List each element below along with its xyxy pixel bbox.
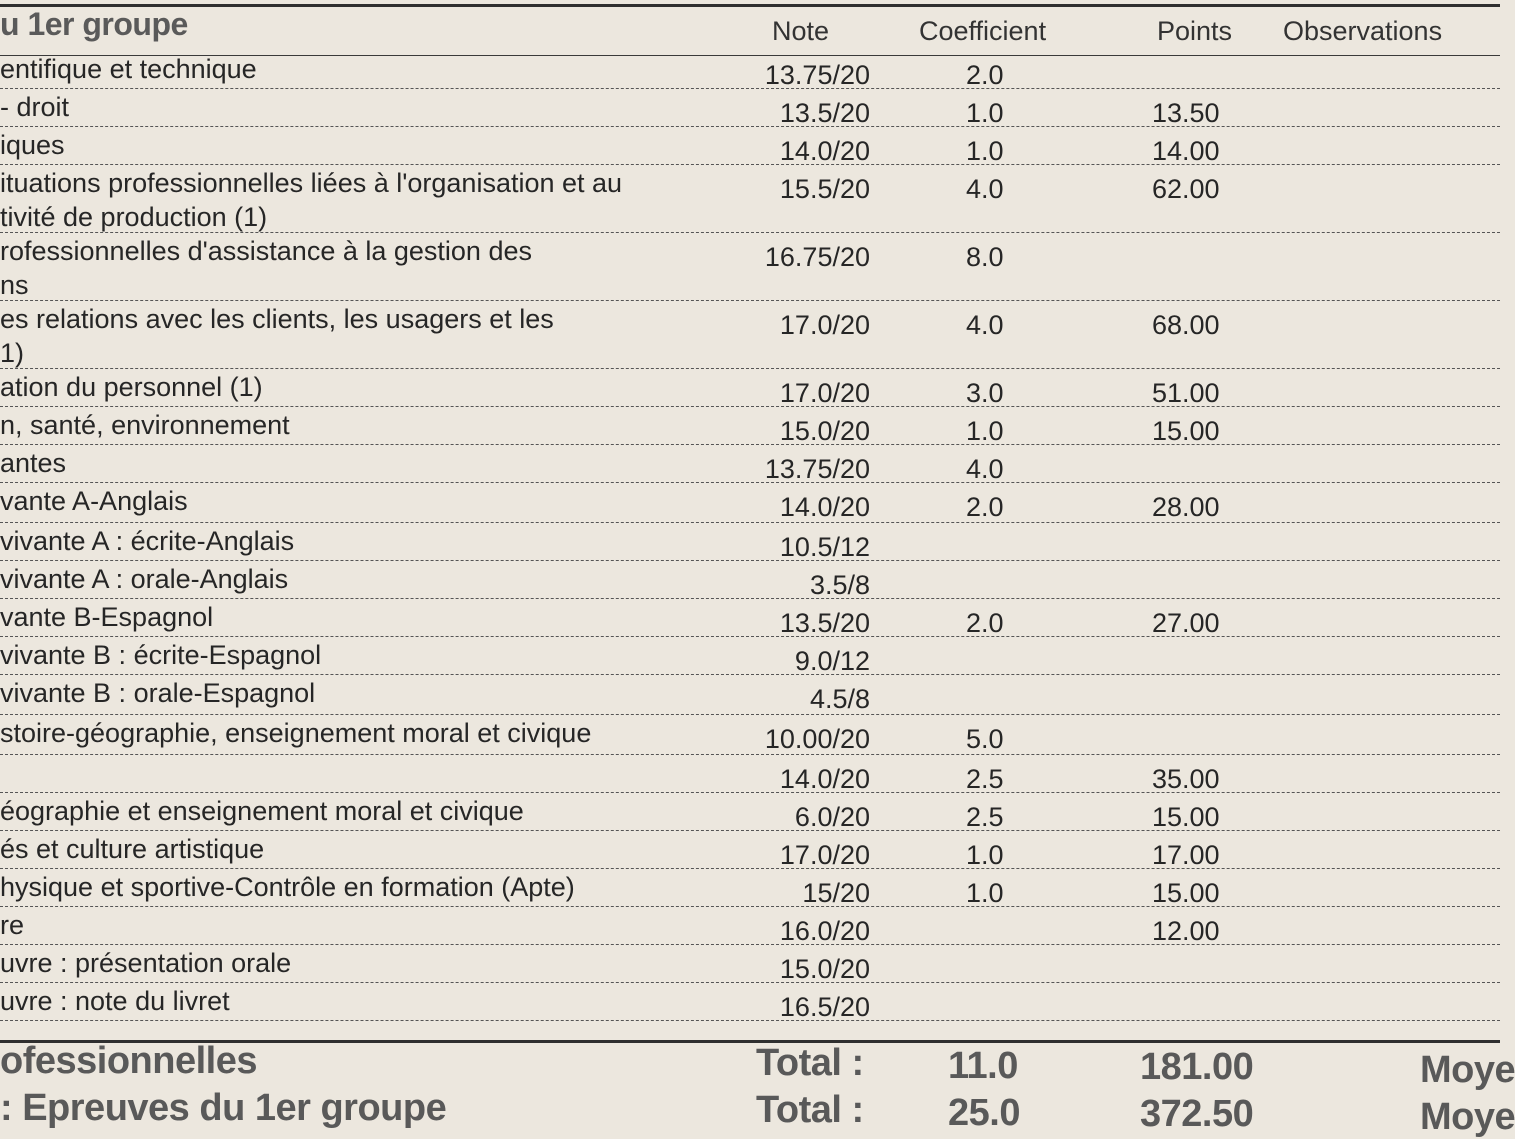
row-label: hysique et sportive-Contrôle en formation (Apte) — [0, 872, 575, 902]
column-header-coefficient: Coefficient — [919, 16, 1047, 46]
row-label: vivante A : orale-Anglais — [0, 564, 289, 594]
row-coefficient: 1.0 — [966, 98, 1004, 128]
row-coefficient: 4.0 — [966, 454, 1004, 484]
table-row — [0, 600, 1500, 638]
row-divider — [0, 714, 1500, 715]
row-label: entifique et technique — [0, 54, 257, 84]
footer-total-label: Total : — [756, 1089, 864, 1131]
table-row — [0, 234, 1500, 302]
row-divider — [0, 88, 1500, 89]
row-label: éographie et enseignement moral et civique — [0, 796, 524, 826]
row-label: stoire-géographie, enseignement moral et civique — [0, 718, 592, 748]
table-row — [0, 984, 1500, 1022]
row-divider — [0, 126, 1500, 127]
footer-total-points: 181.00 — [1140, 1046, 1254, 1088]
row-divider — [0, 868, 1500, 869]
row-divider — [0, 792, 1500, 793]
row-label: es relations avec les clients, les usagers et les 1) — [0, 304, 554, 368]
row-divider — [0, 368, 1500, 369]
table-row — [0, 870, 1500, 908]
footer-total-label: Total : — [756, 1042, 864, 1084]
row-points: 27.00 — [1152, 608, 1220, 638]
row-divider — [0, 164, 1500, 165]
row-divider — [0, 1020, 1500, 1021]
table-row — [0, 908, 1500, 946]
row-note: 14.0/20 — [779, 136, 870, 166]
table-row — [0, 302, 1500, 370]
table-row — [0, 756, 1500, 794]
row-label: re — [0, 910, 25, 940]
row-divider — [0, 560, 1500, 561]
row-coefficient: 3.0 — [966, 378, 1004, 408]
footer-average-label: Moye — [1420, 1096, 1515, 1138]
row-note: 10.5/12 — [779, 532, 870, 562]
row-points: 17.00 — [1152, 840, 1220, 870]
row-label: ation du personnel (1) — [0, 372, 263, 402]
row-divider — [0, 830, 1500, 831]
row-label: uvre : note du livret — [0, 986, 230, 1016]
row-divider — [0, 232, 1500, 233]
table-row — [0, 832, 1500, 870]
row-label: rofessionnelles d'assistance à la gestion des ns — [0, 236, 532, 300]
footer-label: ofessionnelles — [0, 1040, 257, 1082]
footer-label: : Epreuves du 1er groupe — [0, 1087, 447, 1129]
column-header-observations: Observations — [1283, 16, 1443, 46]
row-label: vante A-Anglais — [0, 486, 188, 516]
row-note: 13.5/20 — [779, 98, 870, 128]
table-row — [0, 716, 1500, 756]
row-label: ituations professionnelles liées à l'organisation et au tivité de production (1) — [0, 168, 623, 232]
row-note: 16.75/20 — [764, 242, 870, 272]
row-note: 15.0/20 — [779, 416, 870, 446]
row-note: 16.5/20 — [779, 992, 870, 1022]
row-divider — [0, 674, 1500, 675]
section-title: u 1er groupe — [0, 6, 188, 42]
footer-total-coefficient: 11.0 — [948, 1045, 1018, 1087]
column-header-points: Points — [1157, 16, 1233, 46]
footer-total-coefficient: 25.0 — [948, 1092, 1020, 1134]
row-coefficient: 4.0 — [966, 310, 1004, 340]
row-coefficient: 1.0 — [966, 878, 1004, 908]
top-rule — [0, 4, 1500, 7]
table-row — [0, 166, 1500, 234]
row-coefficient: 1.0 — [966, 840, 1004, 870]
row-coefficient: 5.0 — [966, 724, 1004, 754]
table-row — [0, 90, 1500, 128]
row-coefficient: 2.0 — [966, 608, 1004, 638]
row-note: 10.00/20 — [764, 724, 870, 754]
row-note: 9.0/12 — [794, 646, 870, 676]
row-points: 15.00 — [1152, 878, 1220, 908]
table-row — [0, 370, 1500, 408]
row-divider — [0, 598, 1500, 599]
row-label: vivante A : écrite-Anglais — [0, 526, 295, 556]
row-coefficient: 2.5 — [966, 802, 1004, 832]
row-points: 28.00 — [1152, 492, 1220, 522]
row-coefficient: 1.0 — [966, 136, 1004, 166]
row-divider — [0, 944, 1500, 945]
row-coefficient: 8.0 — [966, 242, 1004, 272]
table-row — [0, 638, 1500, 676]
row-points: 68.00 — [1152, 310, 1220, 340]
row-note: 17.0/20 — [779, 378, 870, 408]
table-row — [0, 52, 1500, 90]
row-coefficient: 1.0 — [966, 416, 1004, 446]
row-divider — [0, 300, 1500, 301]
row-note: 14.0/20 — [779, 764, 870, 794]
row-divider — [0, 754, 1500, 755]
row-label: vivante B : orale-Espagnol — [0, 678, 316, 708]
row-divider — [0, 406, 1500, 407]
row-label: n, santé, environnement — [0, 410, 290, 440]
row-label: iques — [0, 130, 65, 160]
row-note: 4.5/8 — [809, 684, 870, 714]
footer-average-label: Moye — [1420, 1049, 1515, 1091]
row-coefficient: 4.0 — [966, 174, 1004, 204]
row-coefficient: 2.0 — [966, 492, 1004, 522]
table-row — [0, 484, 1500, 524]
row-note: 14.0/20 — [779, 492, 870, 522]
row-divider — [0, 482, 1500, 483]
table-row — [0, 446, 1500, 484]
table-row — [0, 676, 1500, 716]
row-note: 15/20 — [802, 878, 870, 908]
row-divider — [0, 636, 1500, 637]
row-label: és et culture artistique — [0, 834, 265, 864]
table-row — [0, 946, 1500, 984]
row-points: 15.00 — [1152, 802, 1220, 832]
row-note: 13.75/20 — [764, 454, 870, 484]
row-points: 13.50 — [1152, 98, 1220, 128]
row-note: 15.5/20 — [779, 174, 870, 204]
row-label: vivante B : écrite-Espagnol — [0, 640, 322, 670]
row-coefficient: 2.5 — [966, 764, 1004, 794]
row-coefficient: 2.0 — [966, 60, 1004, 90]
footer-total-points: 372.50 — [1140, 1093, 1254, 1135]
row-note: 17.0/20 — [779, 840, 870, 870]
table-row — [0, 794, 1500, 832]
row-label: - droit — [0, 92, 70, 122]
row-points: 62.00 — [1152, 174, 1220, 204]
row-note: 17.0/20 — [779, 310, 870, 340]
row-points: 14.00 — [1152, 136, 1220, 166]
row-note: 16.0/20 — [779, 916, 870, 946]
table-row — [0, 128, 1500, 166]
row-divider — [0, 522, 1500, 523]
table-row — [0, 524, 1500, 562]
row-points: 51.00 — [1152, 378, 1220, 408]
row-points: 15.00 — [1152, 416, 1220, 446]
row-note: 13.75/20 — [764, 60, 870, 90]
table-row — [0, 408, 1500, 446]
row-label: uvre : présentation orale — [0, 948, 292, 978]
row-divider — [0, 982, 1500, 983]
row-label: antes — [0, 448, 67, 478]
row-divider — [0, 906, 1500, 907]
row-divider — [0, 444, 1500, 445]
column-header-note: Note — [772, 16, 830, 46]
row-note: 15.0/20 — [779, 954, 870, 984]
table-row — [0, 562, 1500, 600]
row-points: 35.00 — [1152, 764, 1220, 794]
row-points: 12.00 — [1152, 916, 1220, 946]
row-note: 13.5/20 — [779, 608, 870, 638]
row-note: 3.5/8 — [809, 570, 870, 600]
row-note: 6.0/20 — [794, 802, 870, 832]
row-label: vante B-Espagnol — [0, 602, 214, 632]
